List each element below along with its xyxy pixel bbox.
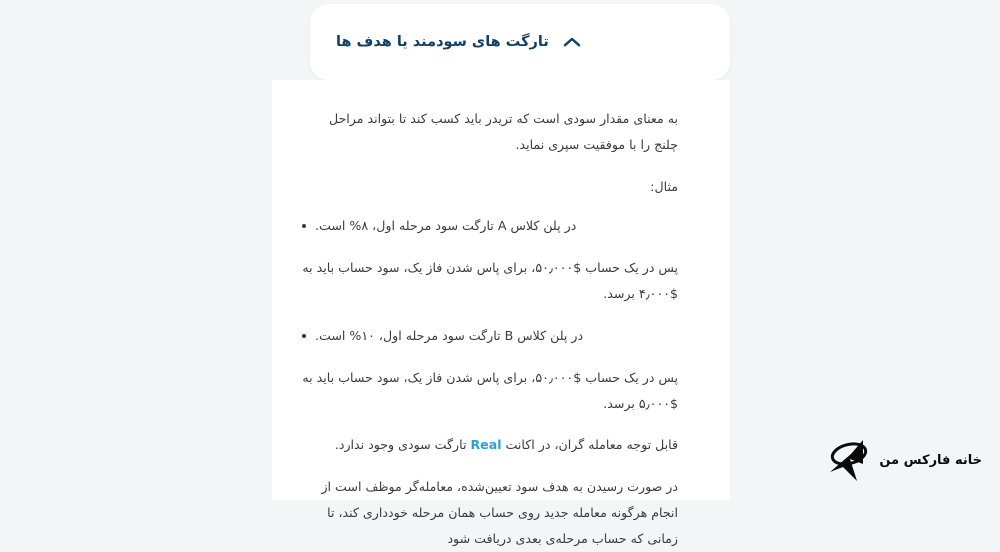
real-keyword: Real [470,437,502,453]
intro-paragraph: به معنای مقدار سودی است که تریدر باید کسب کند تا بتواند مراحل چلنج را با موفقیت سپری نماید. [328,111,678,152]
watermark [827,434,982,486]
list-item [302,323,678,349]
real-account-note [302,432,678,458]
bullet-detail: پس در یک حساب $۵۰٫۰۰۰، برای پاس شدن فاز یک، سود حساب باید به $۵٫۰۰۰ برسد. [302,369,678,411]
note-text-after: تارگت سودی وجود ندارد. [334,437,467,453]
accordion-section [272,0,730,546]
example-label: مثال: [650,178,678,194]
bullet-dot-icon [302,224,306,228]
accordion-title: تارگت های سودمند یا هدف ها [336,33,549,50]
accordion-body [272,80,730,546]
accordion-header[interactable] [310,4,730,80]
list-item [302,213,678,239]
chevron-up-icon[interactable] [561,31,583,53]
closing-paragraph: در صورت رسیدن به هدف سود تعیین‌شده، معامله‌گر موظف است از انجام هرگونه معامله جدید روی حساب همان مرحله خودداری کند، تا زمانی که حساب مرحله‌ی بعدی دریافت شود [321,479,678,546]
planet-arrow-logo-icon [827,434,871,486]
note-text-before: قابل توجه معامله گران، در اکانت [505,437,678,453]
bullet-detail: پس در یک حساب $۵۰٫۰۰۰، برای پاس شدن فاز یک، سود حساب باید به $۴٫۰۰۰ برسد. [302,260,678,302]
bullet-text: در پلن کلاس A تارگت سود مرحله اول، ۸% است. [315,218,577,234]
bullet-text: در پلن کلاس B تارگت سود مرحله اول، ۱۰% است. [315,327,584,343]
watermark-text: خانه فارکس من [879,452,982,468]
bullet-dot-icon [302,334,306,338]
